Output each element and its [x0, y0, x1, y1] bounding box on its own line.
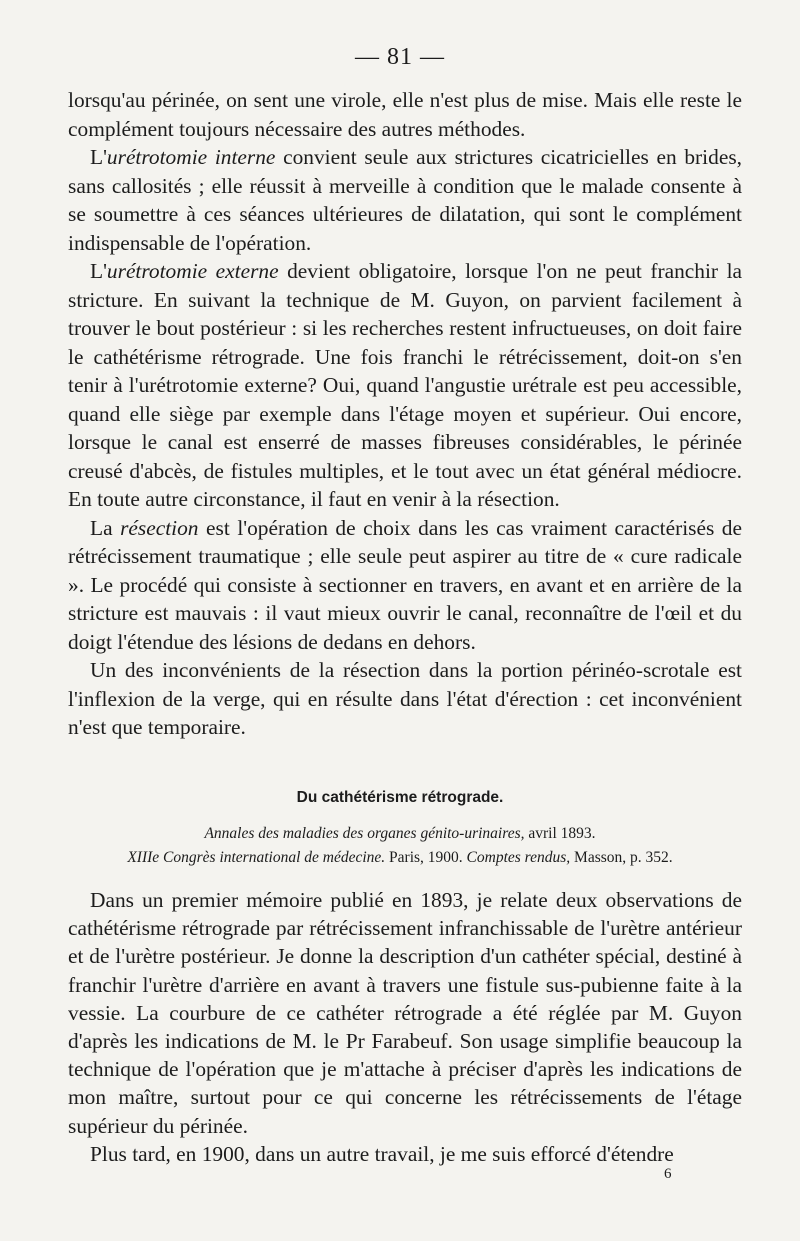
paragraph	[68, 143, 742, 257]
text-run: La	[90, 515, 121, 540]
text-run: Masson, p. 352.	[570, 849, 673, 866]
text-run: Dans un premier mémoire publié en 1893, je relate deux observations de cathétérisme rétrograde par rétrécissement infranchissable de l'urètre antérieur et de l'urètre postérieur. Je donne la description d'un cathéter spécial, destiné à franchir l'urètre d'arrière en avant à travers une fistule sus-pubienne faite à la vessie. La courbure de ce cathéter rétrograde a été réglée par M. Guyon d'après les indications de M. le Pr Farabeuf. Son usage simplifie beaucoup la technique de l'opération que je m'attache à préciser d'après les indications de mon maître, surtout pour ce qui concerne les rétrécissements de l'étage supérieur du périnée.	[68, 888, 742, 1138]
text-run: lorsqu'au périnée, on sent une virole, elle n'est plus de mise. Mais elle reste le complément toujours nécessaire des autres méthodes.	[68, 88, 742, 141]
paragraph	[68, 514, 742, 657]
reference-line	[0, 849, 800, 867]
text-run: est l'opération de choix dans les cas vraiment caractérisés de rétrécissement traumatique ; elle seule peut aspirer au titre de « cure radicale ». Le procédé qui consiste à sectionner en travers, en avant et en arrière de la stricture est mauvais : il vaut mieux ouvrir le canal, reconnaître de l'œil et du doigt l'étendue des lésions de dedans en dehors.	[68, 515, 742, 654]
text-run: Paris, 1900.	[385, 849, 467, 866]
text-run: Un des inconvénients de la résection dans la portion périnéo-scrotale est l'inflexion de la verge, qui en résulte dans l'état d'érection : cet inconvénient n'est que temporaire.	[68, 658, 742, 739]
section-title: Du cathétérisme rétrograde.	[296, 789, 504, 806]
italic-text: résection	[120, 515, 199, 540]
page-number: — 81 —	[355, 44, 445, 70]
italic-text: Annales des maladies des organes génito-urinaires,	[204, 825, 525, 842]
body-text-bottom	[68, 886, 742, 1168]
text-run: devient obligatoire, lorsque l'on ne peut franchir la stricture. En suivant la technique de M. Guyon, on parvient facilement à trouver le bout postérieur : si les recherches restent infructueuses, on doit faire le cathétérisme rétrograde. Une fois franchi le rétrécissement, doit-on s'en tenir à l'urétrotomie externe? Oui, quand l'angustie urétrale est peu accessible, quand elle siège par exemple dans l'étage moyen et supérieur. Oui encore, lorsque le canal est enserré de masses fibreuses considérables, le périnée creusé d'abcès, de fistules multiples, et le tout avec un état général médiocre. En toute autre circonstance, il faut en venir à la résection.	[68, 259, 742, 511]
text-run: Plus tard, en 1900, dans un autre travail, je me suis efforcé d'étendre	[90, 1141, 674, 1166]
signature-mark: 6	[664, 1166, 672, 1182]
text-run: L'	[90, 259, 107, 283]
paragraph	[68, 656, 742, 742]
text-run: avril 1893.	[524, 825, 596, 842]
reference-line	[0, 825, 800, 843]
italic-text: urétrotomie externe	[106, 259, 279, 283]
text-run: L'	[90, 145, 107, 169]
italic-text: Comptes rendus,	[466, 849, 571, 866]
paragraph	[68, 886, 742, 1140]
paragraph	[68, 86, 742, 143]
italic-text: XIIIe Congrès international de médecine.	[127, 849, 386, 866]
italic-text: urétrotomie interne	[106, 145, 276, 169]
text-run: convient seule aux strictures cicatricielles en brides, sans callosités ; elle réussit à merveille à condition que le malade consente à se soumettre à ces séances ultérieures de dilatation, qui sont le complément indispensable de l'opération.	[68, 145, 742, 255]
paragraph	[68, 257, 742, 514]
paragraph	[68, 1140, 742, 1168]
body-text-top	[68, 86, 742, 742]
